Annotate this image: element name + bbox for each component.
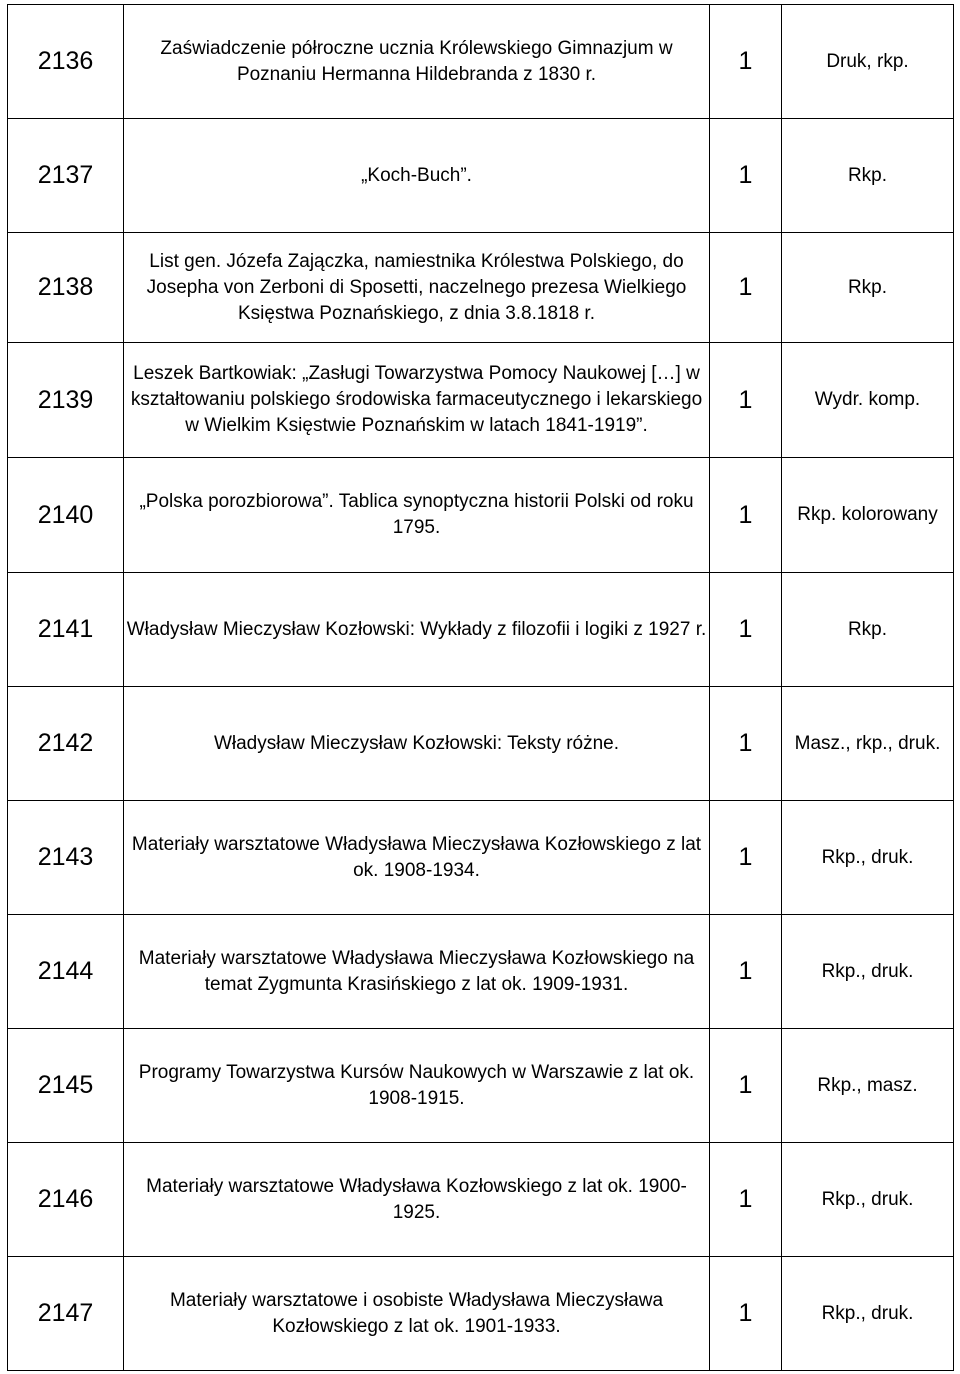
- item-count: 1: [710, 801, 782, 915]
- item-number: 2147: [8, 1257, 124, 1371]
- table-row: [8, 343, 954, 458]
- item-title: Władysław Mieczysław Kozłowski: Wykłady z filozofii i logiki z 1927 r.: [124, 573, 710, 687]
- item-number: 2143: [8, 801, 124, 915]
- item-count: 1: [710, 573, 782, 687]
- item-number: 2146: [8, 1143, 124, 1257]
- item-title: Materiały warsztatowe Władysława Mieczysława Kozłowskiego na temat Zygmunta Krasińskiego z lat ok. 1909-1931.: [124, 915, 710, 1029]
- item-title: List gen. Józefa Zajączka, namiestnika Królestwa Polskiego, do Josepha von Zerboni di Sposetti, naczelnego prezesa Wielkiego Księstwa Poznańskiego, z dnia 3.8.1818 r.: [124, 233, 710, 343]
- item-title: Władysław Mieczysław Kozłowski: Teksty różne.: [124, 687, 710, 801]
- item-type: Rkp.: [782, 119, 954, 233]
- table-row: [8, 119, 954, 233]
- item-type: Wydr. komp.: [782, 343, 954, 458]
- item-number: 2144: [8, 915, 124, 1029]
- item-title: „Polska porozbiorowa”. Tablica synoptyczna historii Polski od roku 1795.: [124, 458, 710, 573]
- item-count: 1: [710, 119, 782, 233]
- item-type: Rkp., masz.: [782, 1029, 954, 1143]
- item-type: Rkp., druk.: [782, 1257, 954, 1371]
- item-title: Leszek Bartkowiak: „Zasługi Towarzystwa Pomocy Naukowej […] w kształtowaniu polskiego środowiska farmaceutycznego i lekarskiego w Wielkim Księstwie Poznańskim w latach 1841-1919”.: [124, 343, 710, 458]
- table-row: [8, 5, 954, 119]
- item-type: Rkp.: [782, 573, 954, 687]
- item-type: Rkp., druk.: [782, 801, 954, 915]
- item-type: Rkp., druk.: [782, 915, 954, 1029]
- item-title: „Koch-Buch”.: [124, 119, 710, 233]
- item-title: Materiały warsztatowe i osobiste Władysława Mieczysława Kozłowskiego z lat ok. 1901-1933.: [124, 1257, 710, 1371]
- table-row: [8, 801, 954, 915]
- item-title: Programy Towarzystwa Kursów Naukowych w Warszawie z lat ok. 1908-1915.: [124, 1029, 710, 1143]
- table-row: [8, 915, 954, 1029]
- item-count: 1: [710, 5, 782, 119]
- item-number: 2141: [8, 573, 124, 687]
- item-number: 2139: [8, 343, 124, 458]
- table-row: [8, 1257, 954, 1371]
- item-count: 1: [710, 1257, 782, 1371]
- item-number: 2145: [8, 1029, 124, 1143]
- item-type: Masz., rkp., druk.: [782, 687, 954, 801]
- item-count: 1: [710, 458, 782, 573]
- table-row: [8, 1143, 954, 1257]
- item-type: Druk, rkp.: [782, 5, 954, 119]
- item-number: 2136: [8, 5, 124, 119]
- item-count: 1: [710, 1029, 782, 1143]
- item-title: Zaświadczenie półroczne ucznia Królewskiego Gimnazjum w Poznaniu Hermanna Hildebranda z 1830 r.: [124, 5, 710, 119]
- item-type: Rkp. kolorowany: [782, 458, 954, 573]
- table-row: [8, 573, 954, 687]
- item-number: 2137: [8, 119, 124, 233]
- item-type: Rkp.: [782, 233, 954, 343]
- catalog-table: [7, 4, 954, 1371]
- table-row: [8, 1029, 954, 1143]
- item-number: 2138: [8, 233, 124, 343]
- item-type: Rkp., druk.: [782, 1143, 954, 1257]
- table-row: [8, 687, 954, 801]
- item-count: 1: [710, 915, 782, 1029]
- item-count: 1: [710, 343, 782, 458]
- item-count: 1: [710, 1143, 782, 1257]
- item-title: Materiały warsztatowe Władysława Kozłowskiego z lat ok. 1900-1925.: [124, 1143, 710, 1257]
- item-title: Materiały warsztatowe Władysława Mieczysława Kozłowskiego z lat ok. 1908-1934.: [124, 801, 710, 915]
- item-number: 2140: [8, 458, 124, 573]
- table-row: [8, 233, 954, 343]
- table-row: [8, 458, 954, 573]
- item-number: 2142: [8, 687, 124, 801]
- item-count: 1: [710, 687, 782, 801]
- item-count: 1: [710, 233, 782, 343]
